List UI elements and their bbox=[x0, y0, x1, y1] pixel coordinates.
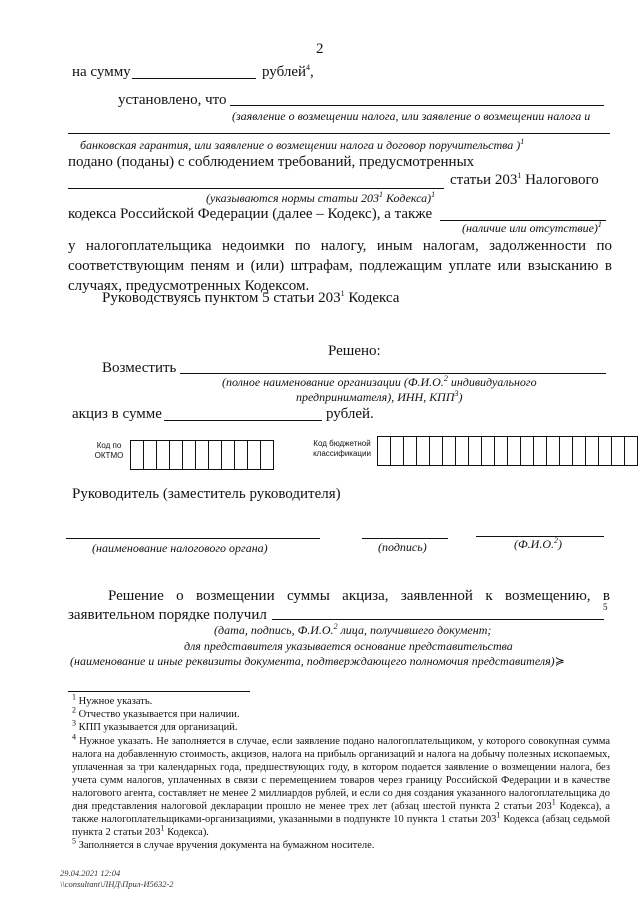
footnote-mark-5: 5 bbox=[603, 602, 608, 612]
footnote-1: $^1$ Нужное указать. bbox=[72, 692, 153, 707]
received-text-line2: заявительном порядке получил bbox=[68, 607, 267, 623]
footnote-5: $^5$ Заполняется в случае вручения документа на бумажном носителе. bbox=[72, 836, 375, 851]
tax-authority-field[interactable] bbox=[66, 538, 320, 539]
received-text-line1: Решение о возмещении суммы акциза, заявленной к возмещению, в bbox=[108, 588, 610, 604]
arrears-paragraph: у налогоплательщика недоимки по налогу, иным налогам, задолженности по соответствующим пеням и (или) штрафам, подлежащим уплате или взысканию в случаях, предусмотренных Кодексом. bbox=[68, 238, 612, 294]
page-number: 2 bbox=[316, 41, 324, 57]
organization-field[interactable] bbox=[180, 373, 606, 374]
hint-organization-cont: предпринимателя), ИНН, КПП$^3$) bbox=[296, 389, 463, 404]
hint-receiver: (дата, подпись, Ф.И.О.$^2$ лица, получившего документ; bbox=[214, 622, 492, 637]
kbk-code-boxes[interactable] bbox=[377, 436, 638, 466]
print-timestamp: 29.04.2021 12:04 bbox=[60, 868, 121, 878]
established-label: установлено, что bbox=[118, 92, 227, 108]
hint-article-norms: (указываются нормы статьи $203^1$ Кодекса)$^1$ bbox=[206, 190, 436, 205]
oktmo-code-boxes[interactable] bbox=[130, 440, 274, 470]
amount-label: на сумму bbox=[72, 64, 131, 80]
hint-representative-doc: (наименование и иные реквизиты документа, подтверждающего полномочия представителя)≽ bbox=[70, 654, 565, 668]
application-type-field[interactable] bbox=[68, 133, 610, 134]
hint-representative: для представителя указывается основание представительства bbox=[184, 639, 513, 653]
filed-text: подано (поданы) с соблюдением требований, предусмотренных bbox=[68, 154, 475, 170]
guided-text: Руководствуясь пунктом 5 статьи $203^1$ Кодекса bbox=[102, 289, 400, 306]
hint-organization: (полное наименование организации (Ф.И.О.$^2$ индивидуального bbox=[222, 374, 537, 389]
code-text: кодекса Российской Федерации (далее – Кодекс), а также bbox=[68, 206, 433, 222]
receiver-field[interactable] bbox=[272, 619, 604, 620]
excise-label: акциз в сумме bbox=[72, 406, 162, 422]
footnote-4: $^4$ Нужное указать. Не заполняется в случае, если заявление подано налогоплательщиком, у которого совокупная сумма налога на добавленную стоимость, акцизов, налога на прибыль организаций и налога на добычу полезных ископаемых, уплаченная за три календарных года, предшествующих году, в котором подается заявление о возмещении налога, без учета сумм налогов, уплаченных в связи с перемещением товаров через границу Российской Федерации и в качестве налогового агента, составляет не менее 2 миллиардов рублей, и если со дня создания указанного налогоплательщика до дня представления налоговой декларации прошло не менее трех лет (абзац шестой пункта 2 статьи $203^1$ Кодекса), а также налогоплательщиками-организациями, указанными в подпункте 10 пункта 1 статьи $203^1$ Кодекса (абзац седьмой пункта 2 статьи $203^1$ Кодекса). bbox=[72, 732, 611, 838]
hint-tax-authority: (наименование налогового органа) bbox=[92, 541, 268, 555]
excise-rubles-label: рублей. bbox=[326, 406, 374, 422]
hint-application-type: (заявление о возмещении налога, или заявление о возмещении налога и bbox=[232, 109, 591, 123]
oktmo-label: Код по ОКТМО bbox=[94, 441, 124, 460]
document-path: \\consultant\ЛНД\Прил-И5632-2 bbox=[60, 879, 174, 889]
head-title: Руководитель (заместитель руководителя) bbox=[72, 486, 341, 502]
rubles-label: рублей$^4$, bbox=[262, 63, 314, 80]
hint-application-type-cont: банковская гарантия, или заявление о возмещении налога и договор поручительства )$^1$ bbox=[80, 137, 525, 152]
article-text: статьи $203^1$ Налогового bbox=[450, 171, 599, 188]
article-norms-field[interactable] bbox=[68, 188, 444, 189]
hint-fio: (Ф.И.О.$^2$) bbox=[514, 536, 562, 551]
footnote-2: $^2$ Отчество указывается при наличии. bbox=[72, 705, 240, 720]
kbk-label: Код бюджетной классификации bbox=[313, 439, 371, 458]
reimburse-label: Возместить bbox=[102, 360, 177, 376]
footnote-3: $^3$ КПП указывается для организаций. bbox=[72, 718, 238, 733]
hint-presence: (наличие или отсутствие)$^1$ bbox=[462, 220, 602, 235]
excise-amount-field[interactable] bbox=[164, 420, 322, 421]
hint-signature: (подпись) bbox=[378, 540, 427, 554]
signature-field[interactable] bbox=[362, 538, 448, 539]
amount-field[interactable] bbox=[132, 78, 256, 79]
established-field[interactable] bbox=[230, 105, 604, 106]
footnote-divider bbox=[68, 691, 250, 692]
decision-heading: Решено: bbox=[328, 343, 381, 359]
